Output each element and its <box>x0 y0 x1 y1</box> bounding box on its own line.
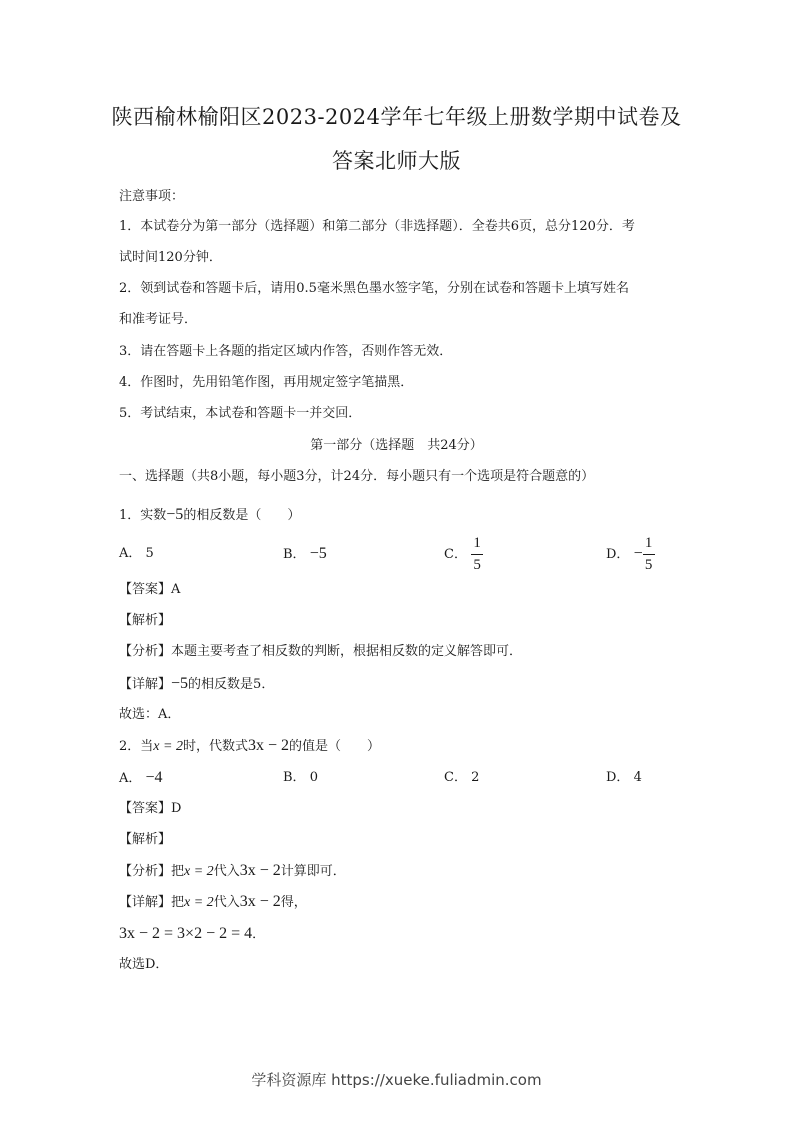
q2-option-c-label: C． <box>444 770 467 785</box>
q1-option-b-label: B． <box>283 547 306 562</box>
q2-option-d <box>606 769 642 787</box>
fraction-bar <box>471 554 483 555</box>
q2-calculation-expression: 3x − 2 = 3×2 − 2 = 4 <box>119 925 253 942</box>
q1-analysis: 【分析】本题主要考查了相反数的判断，根据相反数的定义解答即可． <box>119 644 523 659</box>
notice-item-1-cont: 试时间120分钟． <box>119 250 222 265</box>
question-2 <box>119 737 380 756</box>
q2-analysis-tag: 【解析】 <box>119 832 172 847</box>
q1-option-a-label: A． <box>119 546 142 561</box>
q1-option-c-numerator: 1 <box>473 535 481 551</box>
q1-detail <box>119 675 274 694</box>
q1-option-c-label: C． <box>444 547 467 562</box>
q2-detail-suffix: 得， <box>280 895 307 910</box>
q2-analysis-mid: 代入 <box>213 864 240 879</box>
q1-option-a-value: 5 <box>145 546 154 561</box>
q2-analysis <box>119 862 346 881</box>
section-heading: 一、选择题（共8小题，每小题3分，计24分．每小题只有一个选项是符合题意的） <box>119 469 595 484</box>
q2-detail-condition: x = 2 <box>184 895 214 910</box>
q1-option-c <box>444 535 483 574</box>
q1-math: −5 <box>166 506 184 523</box>
q2-answer: 【答案】D <box>119 801 182 816</box>
q2-calculation-end: ． <box>252 927 266 942</box>
q1-answer: 【答案】A <box>119 582 181 597</box>
q1-option-d-sign: − <box>633 545 643 562</box>
q1-suffix: 的相反数是（ ） <box>183 508 301 523</box>
q2-option-d-label: D． <box>606 770 630 785</box>
q1-detail-math: −5 <box>171 675 189 692</box>
q2-mid: 时，代数式 <box>182 739 248 754</box>
q2-option-b <box>283 769 318 787</box>
q2-detail <box>119 893 307 912</box>
q1-option-d-fraction <box>643 535 655 574</box>
notice-item-1: 1．本试卷分为第一部分（选择题）和第二部分（非选择题）．全卷共6页，总分120分．考 <box>119 219 635 234</box>
notice-item-2-cont: 和准考证号． <box>119 312 198 327</box>
notice-item-5: 5．考试结束，本试卷和答题卡一并交回． <box>119 406 362 421</box>
q2-choose: 故选D． <box>119 957 169 972</box>
q2-option-a-value: −4 <box>145 769 163 786</box>
q2-option-c <box>444 769 479 787</box>
q2-option-d-value: 4 <box>633 770 642 785</box>
q2-option-a-label: A． <box>119 771 142 786</box>
q2-condition: x = 2 <box>153 739 183 754</box>
q2-suffix: 的值是（ ） <box>289 739 381 754</box>
part1-heading: 第一部分（选择题 共24分） <box>310 438 483 453</box>
q1-prefix: 1．实数 <box>119 508 167 523</box>
document-title-line-2: 答案北师大版 <box>332 149 461 173</box>
q1-option-d <box>606 535 655 574</box>
footer-watermark: 学科资源库 https://xueke.fuliadmin.com <box>251 1071 542 1089</box>
fraction-bar <box>643 554 655 555</box>
question-1 <box>119 506 300 525</box>
notice-item-2: 2．领到试卷和答题卡后，请用0.5毫米黑色墨水签字笔，分别在试卷和答题卡上填写姓名 <box>119 281 629 296</box>
q2-detail-prefix: 【详解】把 <box>119 895 185 910</box>
q2-calculation <box>119 925 265 944</box>
q1-option-d-denominator: 5 <box>644 557 653 573</box>
q2-analysis-suffix: 计算即可． <box>280 864 346 879</box>
q2-option-c-value: 2 <box>471 770 480 785</box>
q2-analysis-condition: x = 2 <box>184 864 214 879</box>
notice-heading: 注意事项： <box>119 189 185 204</box>
q1-choose: 故选：A． <box>119 707 181 722</box>
q1-option-c-fraction <box>471 535 483 574</box>
q2-option-b-value: 0 <box>309 770 318 785</box>
q2-detail-expression: 3x − 2 <box>239 893 281 910</box>
q1-detail-suffix: 的相反数是5． <box>188 677 275 692</box>
notice-item-4: 4．作图时，先用铅笔作图，再用规定签字笔描黑． <box>119 375 414 390</box>
q2-detail-mid: 代入 <box>213 895 240 910</box>
q1-detail-prefix: 【详解】 <box>119 677 172 692</box>
q1-option-c-denominator: 5 <box>473 557 481 573</box>
q1-option-b-value: −5 <box>309 545 327 562</box>
q1-option-a <box>119 545 154 563</box>
q1-option-d-numerator: 1 <box>644 535 653 551</box>
q1-option-d-label: D． <box>606 547 630 562</box>
document-title-line-1: 陕西榆林榆阳区2023-2024学年七年级上册数学期中试卷及 <box>111 105 682 129</box>
q2-option-b-label: B． <box>283 770 306 785</box>
q2-analysis-prefix: 【分析】把 <box>119 864 185 879</box>
notice-item-3: 3．请在答题卡上各题的指定区域内作答，否则作答无效． <box>119 344 453 359</box>
q1-option-b <box>283 545 327 564</box>
q2-expression: 3x − 2 <box>247 737 289 754</box>
q2-prefix: 2．当 <box>119 739 154 754</box>
q2-analysis-expression: 3x − 2 <box>239 862 281 879</box>
q1-analysis-tag: 【解析】 <box>119 613 172 628</box>
q2-option-a <box>119 769 163 788</box>
